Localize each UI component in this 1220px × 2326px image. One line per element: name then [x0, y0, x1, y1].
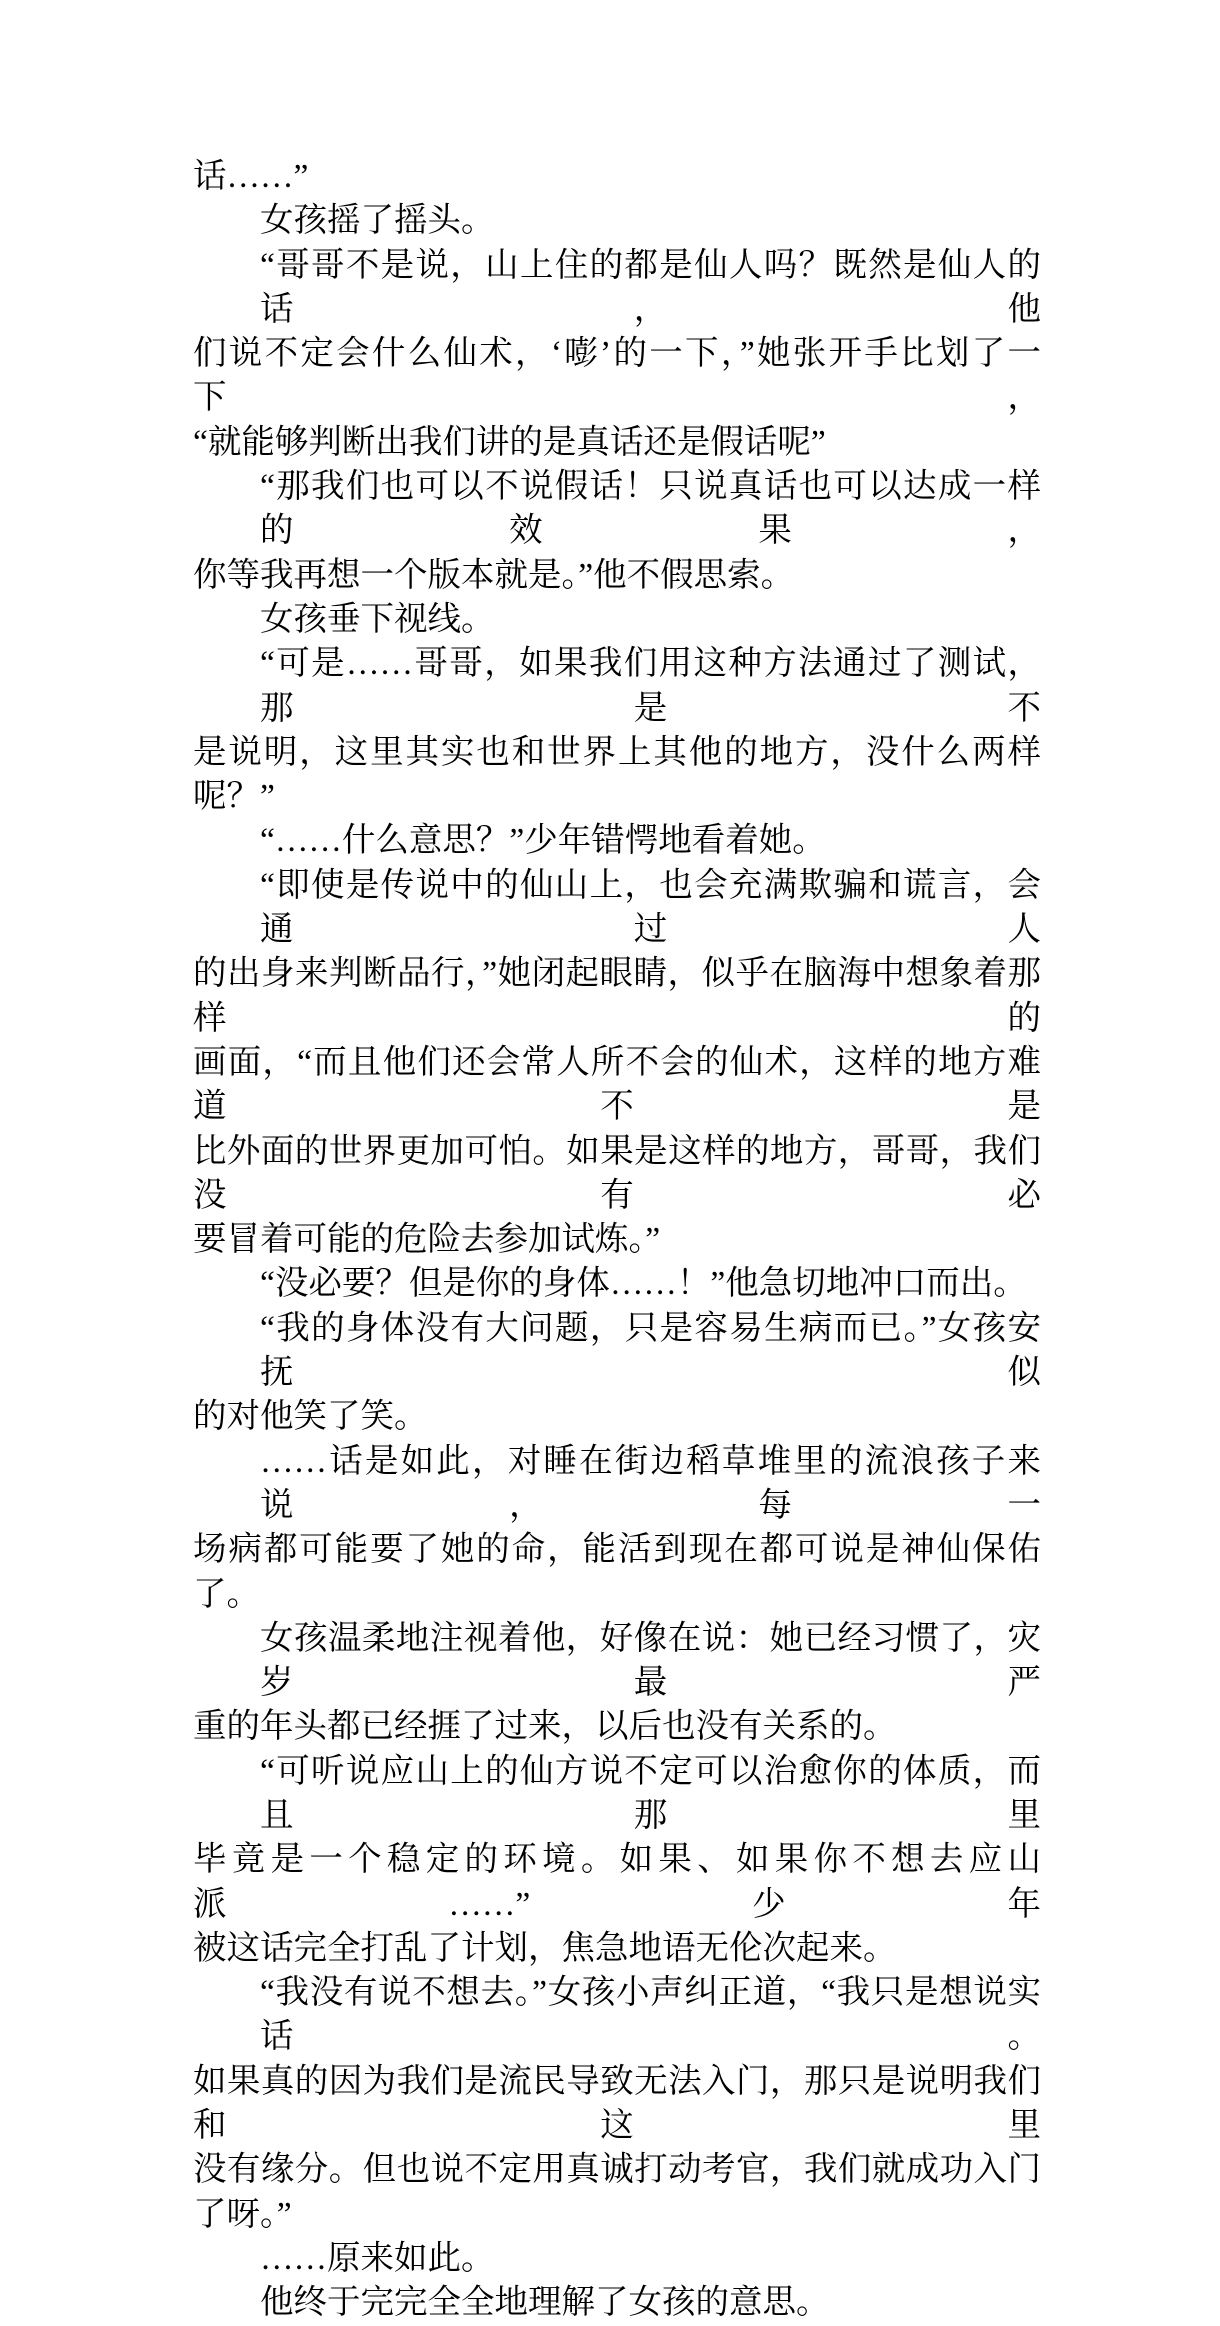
- text-line: ……话是如此，对睡在街边稻草堆里的流浪孩子来说，每一: [260, 1442, 1041, 1524]
- text-line: “可是……哥哥，如果我们用这种方法通过了测试，那是不: [260, 645, 1041, 727]
- text-line: 是说明，这里其实也和世界上其他的地方，没什么两样呢？”: [193, 733, 1041, 816]
- text-line: “可听说应山上的仙方说不定可以治愈你的体质，而且那里: [260, 1752, 1041, 1834]
- text-line: 们说不定会什么仙术，‘嘭’的一下，”她张开手比划了一下，: [193, 335, 1041, 417]
- paragraph: [193, 1971, 1041, 2237]
- paragraph: [193, 155, 1041, 199]
- text-line: 场病都可能要了她的命，能活到现在都可说是神仙保佑了。: [193, 1531, 1041, 1613]
- paragraph: [193, 1307, 1041, 1440]
- paragraph: [193, 1617, 1041, 1750]
- paragraph: [193, 598, 1041, 642]
- paragraph: [193, 244, 1041, 465]
- text-line: 被这话完全打乱了计划，焦急地语无伦次起来。: [193, 1929, 897, 1967]
- text-line: 画面，“而且他们还会常人所不会的仙术，这样的地方难道不是: [193, 1043, 1041, 1126]
- paragraph: [193, 2237, 1041, 2281]
- text-line: 的出身来判断品行，”她闭起眼睛，似乎在脑海中想象着那样的: [193, 955, 1041, 1037]
- paragraph: [193, 1262, 1041, 1306]
- text-line: 比外面的世界更加可怕。如果是这样的地方，哥哥，我们没有必: [193, 1132, 1041, 1214]
- text-line: 女孩温柔地注视着他，好像在说：她已经习惯了，灾岁最严: [260, 1619, 1041, 1702]
- text-line: 女孩摇了摇头。: [260, 202, 495, 240]
- text-line: 他终于完完全全地理解了女孩的意思。: [260, 2284, 830, 2322]
- text-line: 毕竟是一个稳定的环境。如果、如果你不想去应山派……”少年: [193, 1841, 1041, 1923]
- text-line: “哥哥不是说，山上住的都是仙人吗？既然是仙人的话，他: [260, 246, 1041, 328]
- paragraph: [193, 1750, 1041, 1971]
- text-line: 没有缘分。但也说不定用真诚打动考官，我们就成功入门了呀。”: [193, 2151, 1041, 2233]
- text-line: 重的年头都已经捱了过来，以后也没有关系的。: [193, 1708, 897, 1746]
- paragraph: [193, 642, 1041, 819]
- text-line: 要冒着可能的危险去参加试炼。”: [193, 1221, 661, 1259]
- text-line: “我没有说不想去。”女孩小声纠正道，“我只是想说实话。: [260, 1974, 1041, 2056]
- paragraph: [193, 819, 1041, 863]
- paragraph: [193, 864, 1041, 1263]
- text-line: “即使是传说中的仙山上，也会充满欺骗和谎言，会通过人: [260, 866, 1041, 949]
- text-line: ……原来如此。: [260, 2239, 495, 2277]
- text-line: “没必要？但是你的身体……！”他急切地冲口而出。: [260, 1265, 1027, 1303]
- text-line: 的对他笑了笑。: [193, 1398, 428, 1436]
- paragraph: [193, 2281, 1041, 2325]
- text-line: 话……”: [193, 158, 309, 195]
- text-line: 女孩垂下视线。: [260, 600, 495, 638]
- paragraph: [193, 1440, 1041, 1617]
- text-line: “那我们也可以不说假话！只说真话也可以达成一样的效果，: [260, 468, 1041, 550]
- text-line: “……什么意思？”少年错愕地看着她。: [260, 822, 826, 860]
- paragraph: [193, 465, 1041, 598]
- text-line: 如果真的因为我们是流民导致无法入门，那只是说明我们和这里: [193, 2062, 1041, 2145]
- text-line: 你等我再想一个版本就是。”他不假思索。: [193, 556, 795, 594]
- text-line: “我的身体没有大问题，只是容易生病而已。”女孩安抚似: [260, 1309, 1041, 1392]
- text-line: “就能够判断出我们讲的是真话还是假话呢”: [193, 423, 826, 461]
- text-block: [193, 155, 1041, 2326]
- paragraph: [193, 199, 1041, 243]
